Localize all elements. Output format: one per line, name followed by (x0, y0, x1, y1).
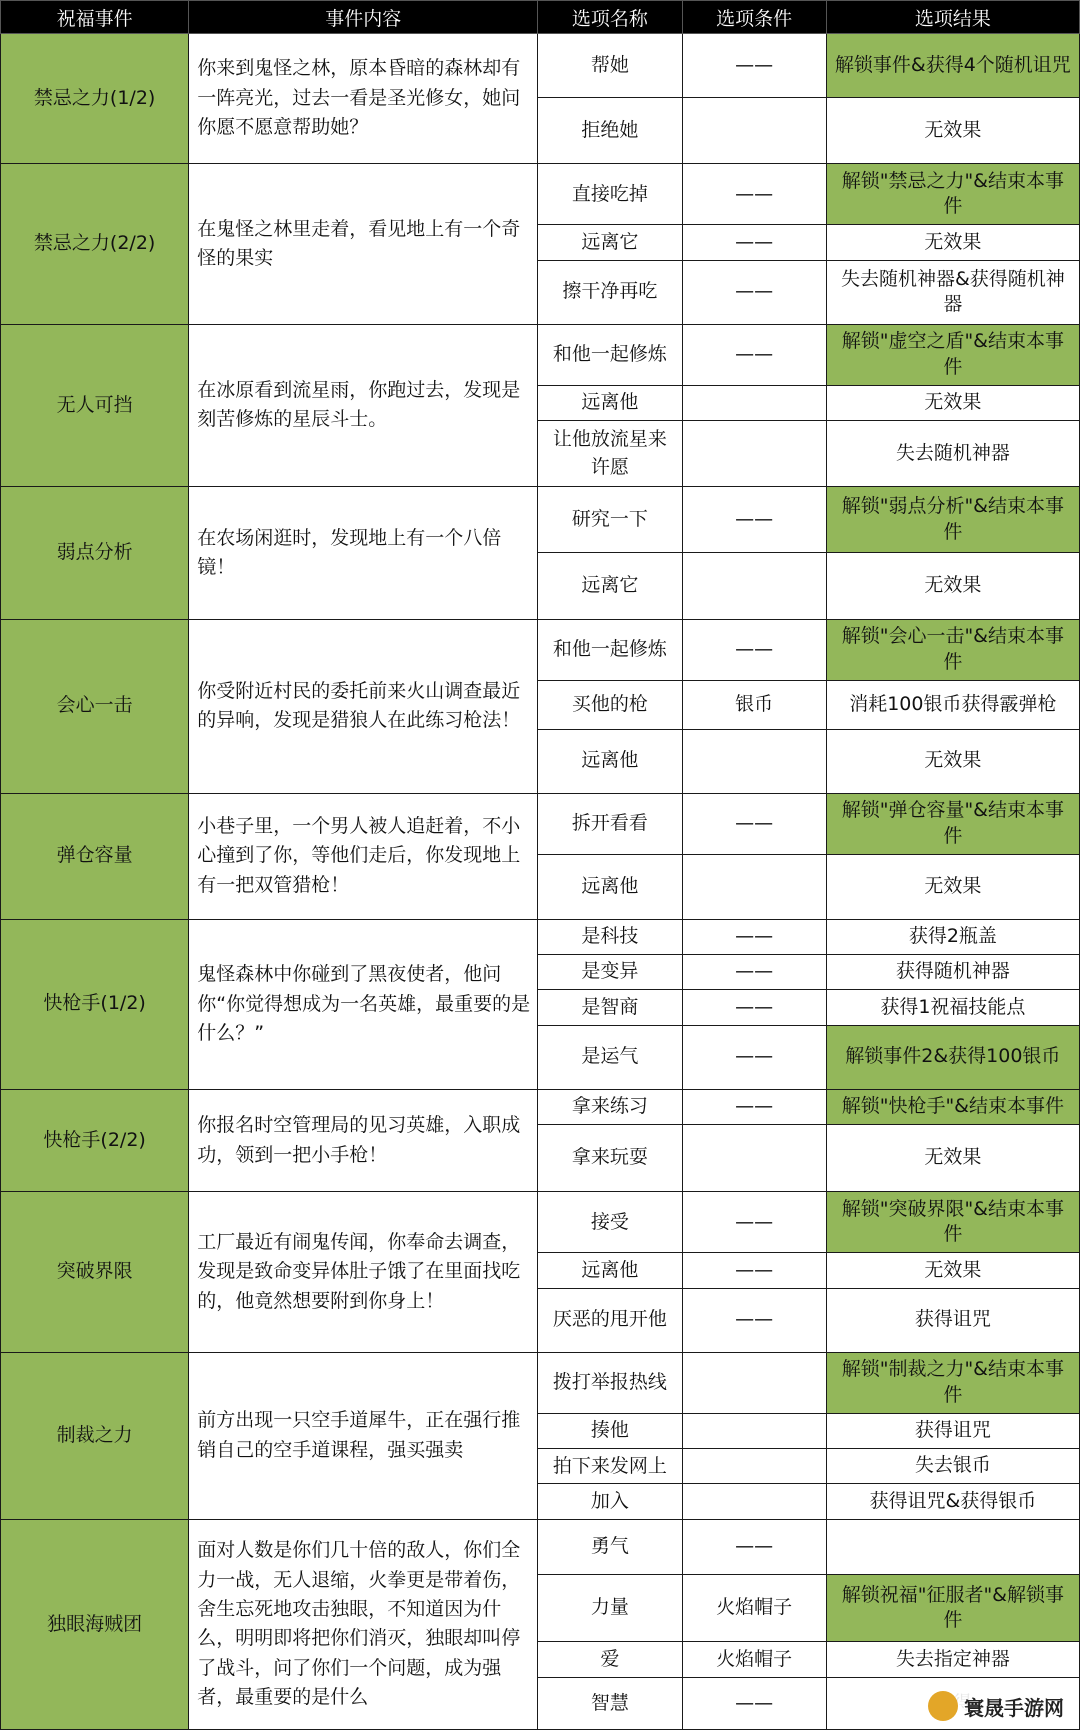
option-result-cell: 无效果 (826, 385, 1079, 420)
option-condition-cell (682, 385, 826, 420)
option-condition-cell: —— (682, 225, 826, 260)
option-condition-cell (682, 1125, 826, 1192)
table-row (1, 1089, 1080, 1124)
option-condition-cell: —— (682, 487, 826, 553)
option-result-cell: 获得2瓶盖 (826, 919, 1079, 954)
option-name-cell: 和他一起修炼 (538, 324, 682, 385)
event-content-cell: 在农场闲逛时，发现地上有一个八倍镜！ (189, 487, 538, 619)
option-result-cell (826, 1519, 1079, 1574)
option-name-cell: 远离它 (538, 225, 682, 260)
option-result-cell: 解锁"快枪手"&结束本事件 (826, 1089, 1079, 1124)
table-row (1, 324, 1080, 385)
option-name-cell: 擦干净再吃 (538, 260, 682, 324)
option-name-cell: 拨打举报热线 (538, 1352, 682, 1413)
event-content-cell: 在鬼怪之林里走着，看见地上有一个奇怪的果实 (189, 164, 538, 324)
table-body (1, 34, 1080, 1730)
option-condition-cell (682, 1484, 826, 1519)
option-name-cell: 拆开看看 (538, 793, 682, 854)
header-row (1, 1, 1080, 34)
watermark (922, 1686, 1070, 1726)
table-row (1, 1192, 1080, 1253)
option-condition-cell: —— (682, 1089, 826, 1124)
option-result-cell: 解锁祝福"征服者"&解锁事件 (826, 1575, 1079, 1642)
event-content-cell: 鬼怪森林中你碰到了黑夜使者，他问你“你觉得想成为一名英雄，最重要的是什么？” (189, 919, 538, 1089)
option-condition-cell: —— (682, 164, 826, 225)
header-option-result: 选项结果 (826, 1, 1079, 34)
option-name-cell: 让他放流星来许愿 (538, 421, 682, 487)
table-row (1, 487, 1080, 553)
option-name-cell: 和他一起修炼 (538, 619, 682, 680)
option-condition-cell: —— (682, 793, 826, 854)
event-content-cell: 工厂最近有闹鬼传闻，你奉命去调查，发现是致命变异体肚子饿了在里面找吃的，他竟然想要附到你身上！ (189, 1192, 538, 1352)
option-name-cell: 远离他 (538, 729, 682, 793)
event-name-cell: 会心一击 (1, 619, 189, 793)
option-name-cell: 厌恶的甩开他 (538, 1288, 682, 1352)
table-row (1, 1519, 1080, 1574)
option-condition-cell: —— (682, 1677, 826, 1729)
option-condition-cell: 银币 (682, 680, 826, 729)
option-result-cell: 解锁事件2&获得100银币 (826, 1025, 1079, 1089)
option-result-cell: 解锁"弹仓容量"&结束本事件 (826, 793, 1079, 854)
option-condition-cell: —— (682, 1519, 826, 1574)
table-row (1, 34, 1080, 98)
option-condition-cell: —— (682, 619, 826, 680)
option-condition-cell: —— (682, 919, 826, 954)
option-condition-cell: —— (682, 260, 826, 324)
event-content-cell: 你报名时空管理局的见习英雄，入职成功，领到一把小手枪！ (189, 1089, 538, 1192)
option-name-cell: 爱 (538, 1642, 682, 1677)
event-name-cell: 弱点分析 (1, 487, 189, 619)
option-result-cell: 获得诅咒 (826, 1413, 1079, 1448)
event-content-cell: 你来到鬼怪之林，原本昏暗的森林却有一阵亮光，过去一看是圣光修女，她问你愿不愿意帮助她？ (189, 34, 538, 164)
option-name-cell: 远离他 (538, 854, 682, 919)
option-name-cell: 力量 (538, 1575, 682, 1642)
option-name-cell: 是变异 (538, 955, 682, 990)
event-name-cell: 禁忌之力(1/2) (1, 34, 189, 164)
table-row (1, 1352, 1080, 1413)
header-option-condition: 选项条件 (682, 1, 826, 34)
option-result-cell: 获得诅咒&获得银币 (826, 1484, 1079, 1519)
option-name-cell: 是运气 (538, 1025, 682, 1089)
option-name-cell: 拿来玩耍 (538, 1125, 682, 1192)
option-name-cell: 直接吃掉 (538, 164, 682, 225)
option-result-cell: 获得随机神器 (826, 955, 1079, 990)
option-name-cell: 接受 (538, 1192, 682, 1253)
event-name-cell: 快枪手(1/2) (1, 919, 189, 1089)
option-name-cell: 买他的枪 (538, 680, 682, 729)
event-name-cell: 弹仓容量 (1, 793, 189, 919)
option-result-cell: 解锁"虚空之盾"&结束本事件 (826, 324, 1079, 385)
option-condition-cell: —— (682, 1253, 826, 1288)
option-result-cell: 解锁"突破界限"&结束本事件 (826, 1192, 1079, 1253)
option-condition-cell: —— (682, 34, 826, 98)
star-logo-icon (928, 1691, 958, 1721)
option-condition-cell (682, 1352, 826, 1413)
table-row (1, 793, 1080, 854)
watermark-text: 寰晟手游网 (964, 1695, 1064, 1720)
option-name-cell: 是科技 (538, 919, 682, 954)
event-name-cell: 无人可挡 (1, 324, 189, 487)
option-result-cell: 消耗100银币获得霰弹枪 (826, 680, 1079, 729)
option-condition-cell: 火焰帽子 (682, 1642, 826, 1677)
option-name-cell: 远离它 (538, 553, 682, 619)
option-name-cell: 加入 (538, 1484, 682, 1519)
option-result-cell: 无效果 (826, 225, 1079, 260)
option-name-cell: 拿来练习 (538, 1089, 682, 1124)
option-result-cell: 无效果 (826, 1125, 1079, 1192)
event-content-cell: 你受附近村民的委托前来火山调查最近的异响，发现是猎狼人在此练习枪法！ (189, 619, 538, 793)
option-result-cell: 失去随机神器&获得随机神器 (826, 260, 1079, 324)
option-condition-cell: —— (682, 955, 826, 990)
option-name-cell: 拍下来发网上 (538, 1449, 682, 1484)
option-name-cell: 勇气 (538, 1519, 682, 1574)
option-condition-cell: —— (682, 1025, 826, 1089)
option-name-cell: 远离他 (538, 385, 682, 420)
option-condition-cell: 火焰帽子 (682, 1575, 826, 1642)
option-condition-cell (682, 854, 826, 919)
option-condition-cell (682, 421, 826, 487)
event-name-cell: 禁忌之力(2/2) (1, 164, 189, 324)
event-content-cell: 面对人数是你们几十倍的敌人，你们全力一战，无人退缩，火拳更是带着伤，舍生忘死地攻击独眼，不知道因为什么，明明即将把你们消灭，独眼却叫停了战斗，问了你们一个问题，成为强者，最重要的是什么 (189, 1519, 538, 1729)
option-result-cell: 无效果 (826, 1253, 1079, 1288)
option-name-cell: 远离他 (538, 1253, 682, 1288)
option-condition-cell (682, 1413, 826, 1448)
option-result-cell: 无效果 (826, 854, 1079, 919)
event-content-cell: 前方出现一只空手道犀牛，正在强行推销自己的空手道课程，强买强卖 (189, 1352, 538, 1519)
option-result-cell: 解锁"弱点分析"&结束本事件 (826, 487, 1079, 553)
header-option-name: 选项名称 (538, 1, 682, 34)
option-result-cell: 解锁"制裁之力"&结束本事件 (826, 1352, 1079, 1413)
option-condition-cell: —— (682, 1288, 826, 1352)
option-result-cell: 解锁"禁忌之力"&结束本事件 (826, 164, 1079, 225)
option-result-cell: 解锁事件&获得4个随机诅咒 (826, 34, 1079, 98)
option-result-cell: 无效果 (826, 729, 1079, 793)
header-event: 祝福事件 (1, 1, 189, 34)
option-name-cell: 拒绝她 (538, 98, 682, 164)
event-name-cell: 突破界限 (1, 1192, 189, 1352)
table-row (1, 919, 1080, 954)
event-content-cell: 在冰原看到流星雨，你跑过去，发现是刻苦修炼的星辰斗士。 (189, 324, 538, 487)
option-name-cell: 智慧 (538, 1677, 682, 1729)
option-result-cell: 解锁"会心一击"&结束本事件 (826, 619, 1079, 680)
event-name-cell: 快枪手(2/2) (1, 1089, 189, 1192)
table-row (1, 619, 1080, 680)
event-name-cell: 独眼海贼团 (1, 1519, 189, 1729)
event-content-cell: 小巷子里，一个男人被人追赶着，不小心撞到了你，等他们走后，你发现地上有一把双管猎枪！ (189, 793, 538, 919)
option-name-cell: 研究一下 (538, 487, 682, 553)
option-result-cell: 无效果 (826, 98, 1079, 164)
option-condition-cell (682, 1449, 826, 1484)
option-name-cell: 是智商 (538, 990, 682, 1025)
option-condition-cell: —— (682, 990, 826, 1025)
option-result-cell: 获得1祝福技能点 (826, 990, 1079, 1025)
option-condition-cell: —— (682, 1192, 826, 1253)
option-result-cell: 失去指定神器 (826, 1642, 1079, 1677)
option-condition-cell (682, 729, 826, 793)
table-row (1, 164, 1080, 225)
option-condition-cell (682, 98, 826, 164)
option-result-cell: 失去随机神器 (826, 421, 1079, 487)
option-result-cell: 获得诅咒 (826, 1288, 1079, 1352)
option-name-cell: 揍他 (538, 1413, 682, 1448)
option-condition-cell: —— (682, 324, 826, 385)
option-name-cell: 帮她 (538, 34, 682, 98)
option-result-cell: 失去银币 (826, 1449, 1079, 1484)
option-result-cell: 无效果 (826, 553, 1079, 619)
option-condition-cell (682, 553, 826, 619)
event-name-cell: 制裁之力 (1, 1352, 189, 1519)
header-content: 事件内容 (189, 1, 538, 34)
